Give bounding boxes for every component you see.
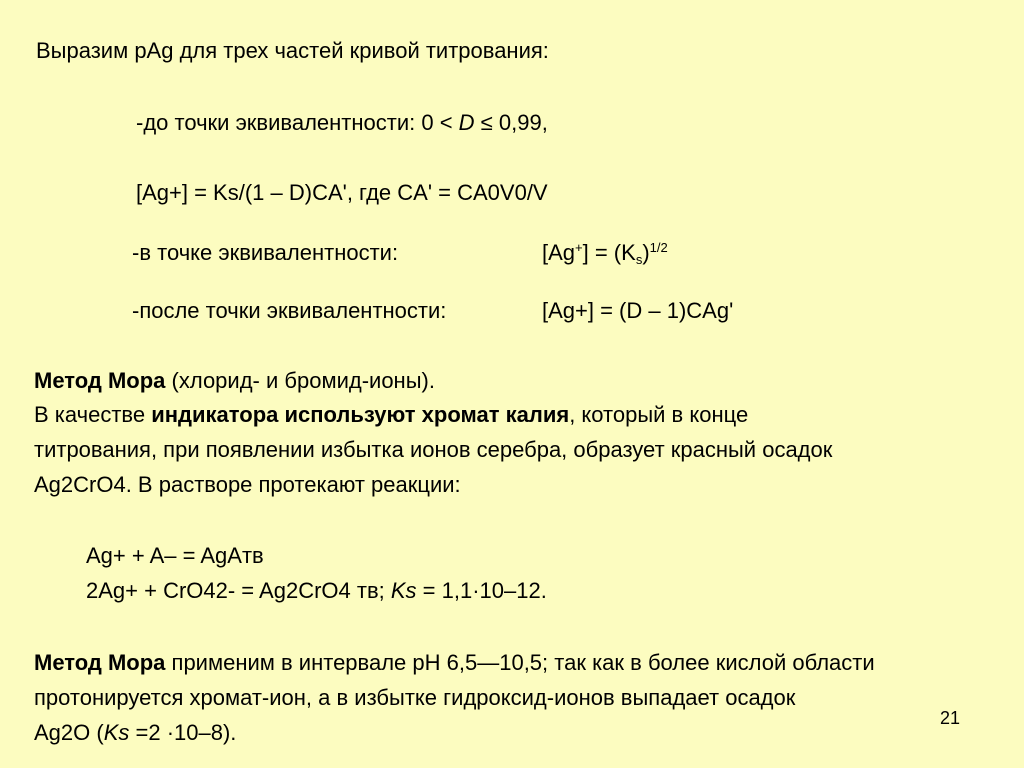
at-eq-formula-close: ): [642, 240, 650, 265]
reaction-2-start: 2Ag+ + CrO42- = Ag2CrO4 тв;: [86, 578, 391, 603]
at-eq-formula: [542, 240, 668, 266]
d-symbol: D: [458, 110, 475, 135]
ag2o-ks: Ks: [103, 720, 130, 745]
reaction-2-ks: Ks: [390, 578, 417, 603]
indicator-bold: индикатора используют хромат калия: [151, 402, 570, 427]
reaction-2-end: = 1,1·10–12.: [416, 578, 547, 603]
le-symbol: ≤: [474, 110, 499, 135]
ag2o-line: [34, 720, 236, 746]
mohr-method-line: [34, 368, 435, 394]
mohr-method-title: Метод Мора: [34, 368, 166, 393]
reaction-2: [86, 578, 547, 604]
at-eq-plus-sup: +: [575, 240, 583, 255]
protonation-line: протонируется хромат-ион, а в избытке гидроксид-ионов выпадает осадок: [34, 685, 796, 710]
after-eq-formula: [Ag+] = (D – 1)CAg': [542, 298, 734, 323]
titration-line: титрования, при появлении избытка ионов серебра, образует красный осадок: [34, 437, 833, 462]
mohr-method-rest: (хлорид- и бромид-ионы).: [165, 368, 435, 393]
heading: Выразим pAg для трех частей кривой титрования:: [36, 38, 549, 63]
ag2o-start: Ag2O (: [34, 720, 104, 745]
mohr-ph-line: [34, 650, 875, 676]
after-eq-label: -после точки эквивалентности:: [132, 298, 447, 323]
at-eq-formula-mid: ] = (K: [582, 240, 636, 265]
ag2o-end: =2 ·10–8).: [129, 720, 237, 745]
mohr-ph-rest: применим в интервале pH 6,5—10,5; так как в более кислой области: [165, 650, 875, 675]
indicator-line: [34, 402, 748, 428]
ks-subscript: s: [635, 252, 643, 267]
ag2cro4-line: Ag2CrO4. В растворе протекают реакции:: [34, 472, 461, 497]
at-eq-formula-start: [Ag: [542, 240, 576, 265]
before-eq-formula: [Ag+] = Ks/(1 – D)CA', где CA' = CA0V0/V: [136, 180, 548, 205]
page-number: 21: [940, 708, 961, 728]
indicator-start: В качестве: [34, 402, 152, 427]
at-eq-label: -в точке эквивалентности:: [132, 240, 399, 265]
before-eq-line: [136, 110, 548, 136]
before-eq-value: 0,99,: [498, 110, 548, 135]
half-power-sup: 1/2: [649, 240, 668, 255]
indicator-end: , который в конце: [569, 402, 749, 427]
before-eq-label: -до точки эквивалентности: 0 <: [136, 110, 459, 135]
mohr-ph-title: Метод Мора: [34, 650, 166, 675]
reaction-1: Ag+ + A– = AgAтв: [86, 543, 264, 568]
